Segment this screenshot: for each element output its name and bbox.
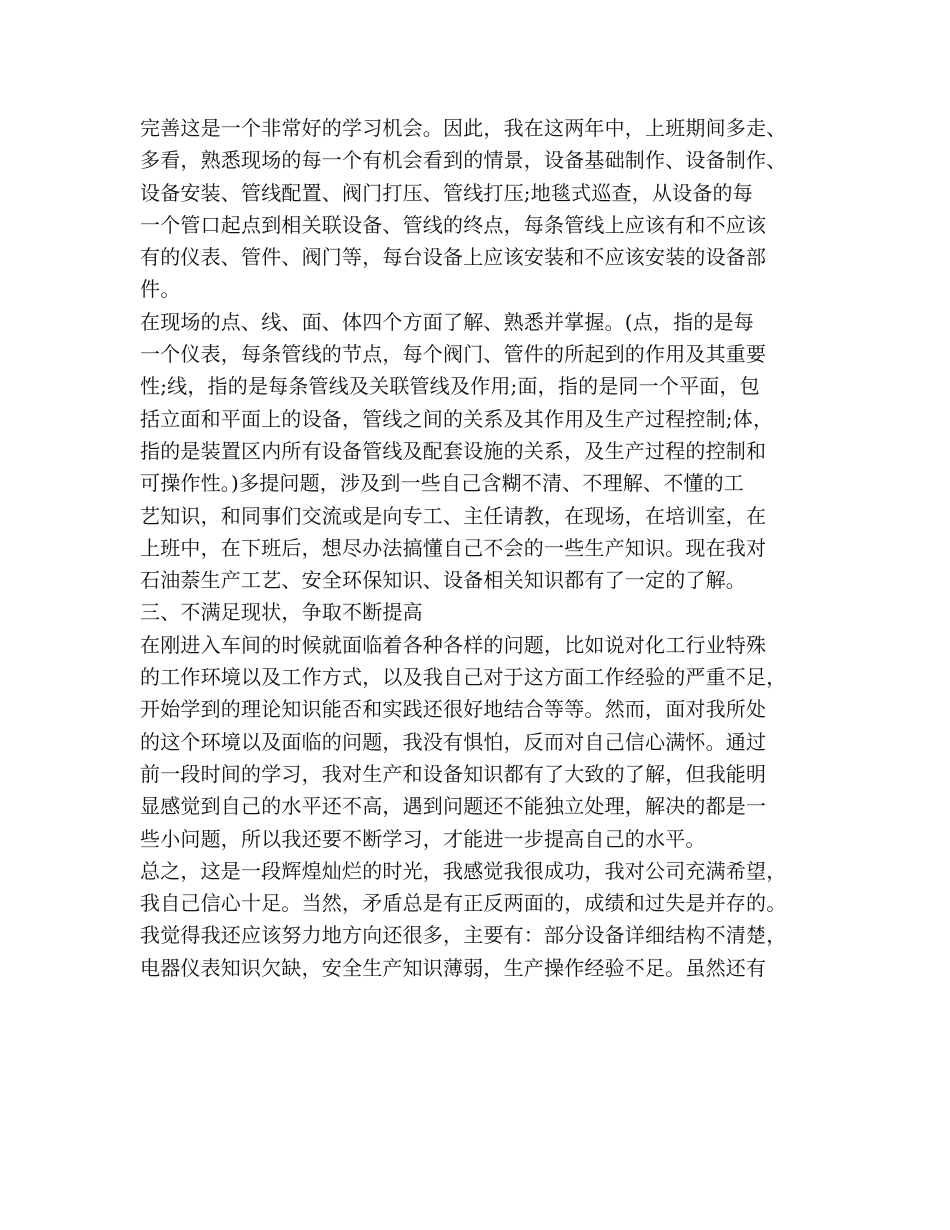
text-line: 多看，熟悉现场的每一个有机会看到的情景，设备基础制作、设备制作、	[140, 148, 787, 173]
text-line: 艺知识，和同事们交流或是向专工、主任请教，在现场，在培训室，在	[140, 503, 767, 528]
text-line: 的工作环境以及工作方式，以及我自己对于这方面工作经验的严重不足，	[140, 665, 787, 690]
text-line: 总之，这是一段辉煌灿烂的时光，我感觉我很成功，我对公司充满希望，	[140, 858, 787, 883]
text-line: 在现场的点、线、面、体四个方面了解、熟悉并掌握。(点，指的是每	[140, 309, 755, 334]
text-line: 电器仪表知识欠缺，安全生产知识薄弱，生产操作经验不足。虽然还有	[140, 955, 767, 980]
text-line: 的这个环境以及面临的问题，我没有惧怕，反而对自己信心满怀。通过	[140, 729, 767, 754]
text-line: 件。	[140, 277, 181, 302]
text-line: 有的仪表、管件、阀门等，每台设备上应该安装和不应该安装的设备部	[140, 245, 767, 270]
text-line: 前一段时间的学习，我对生产和设备知识都有了大致的了解，但我能明	[140, 761, 767, 786]
text-line: 一个仪表，每条管线的节点，每个阀门、管件的所起到的作用及其重要	[140, 342, 767, 367]
text-line: 些小问题，所以我还要不断学习，才能进一步提高自己的水平。	[140, 826, 706, 851]
body-text	[140, 112, 830, 984]
text-line: 显感觉到自己的水平还不高，遇到问题还不能独立处理，解决的都是一	[140, 794, 767, 819]
text-line: 一个管口起点到相关联设备、管线的终点，每条管线上应该有和不应该	[140, 212, 767, 237]
text-line: 可操作性。)多提问题，涉及到一些自己含糊不清、不理解、不懂的工	[140, 471, 745, 496]
text-line: 上班中，在下班后，想尽办法搞懂自己不会的一些生产知识。现在我对	[140, 535, 767, 560]
text-line: 我觉得我还应该努力地方向还很多，主要有：部分设备详细结构不清楚，	[140, 923, 787, 948]
text-line: 我自己信心十足。当然，矛盾总是有正反两面的，成绩和过失是并存的。	[140, 891, 787, 916]
text-line: 指的是装置区内所有设备管线及配套设施的关系，及生产过程的控制和	[140, 438, 767, 463]
text-line: 在刚进入车间的时候就面临着各种各样的问题，比如说对化工行业特殊	[140, 632, 767, 657]
text-line: 设备安装、管线配置、阀门打压、管线打压;地毯式巡查，从设备的每	[140, 180, 753, 205]
text-line: 括立面和平面上的设备，管线之间的关系及其作用及生产过程控制;体，	[140, 406, 774, 431]
text-line: 完善这是一个非常好的学习机会。因此，我在这两年中，上班期间多走、	[140, 116, 787, 140]
text-line: 开始学到的理论知识能否和实践还很好地结合等等。然而，面对我所处	[140, 697, 767, 722]
text-line: 性;线，指的是每条管线及关联管线及作用;面，指的是同一个平面，包	[140, 374, 760, 399]
section-heading: 三、不满足现状，争取不断提高	[140, 600, 423, 625]
text-line: 石油萘生产工艺、安全环保知识、设备相关知识都有了一定的了解。	[140, 568, 746, 593]
